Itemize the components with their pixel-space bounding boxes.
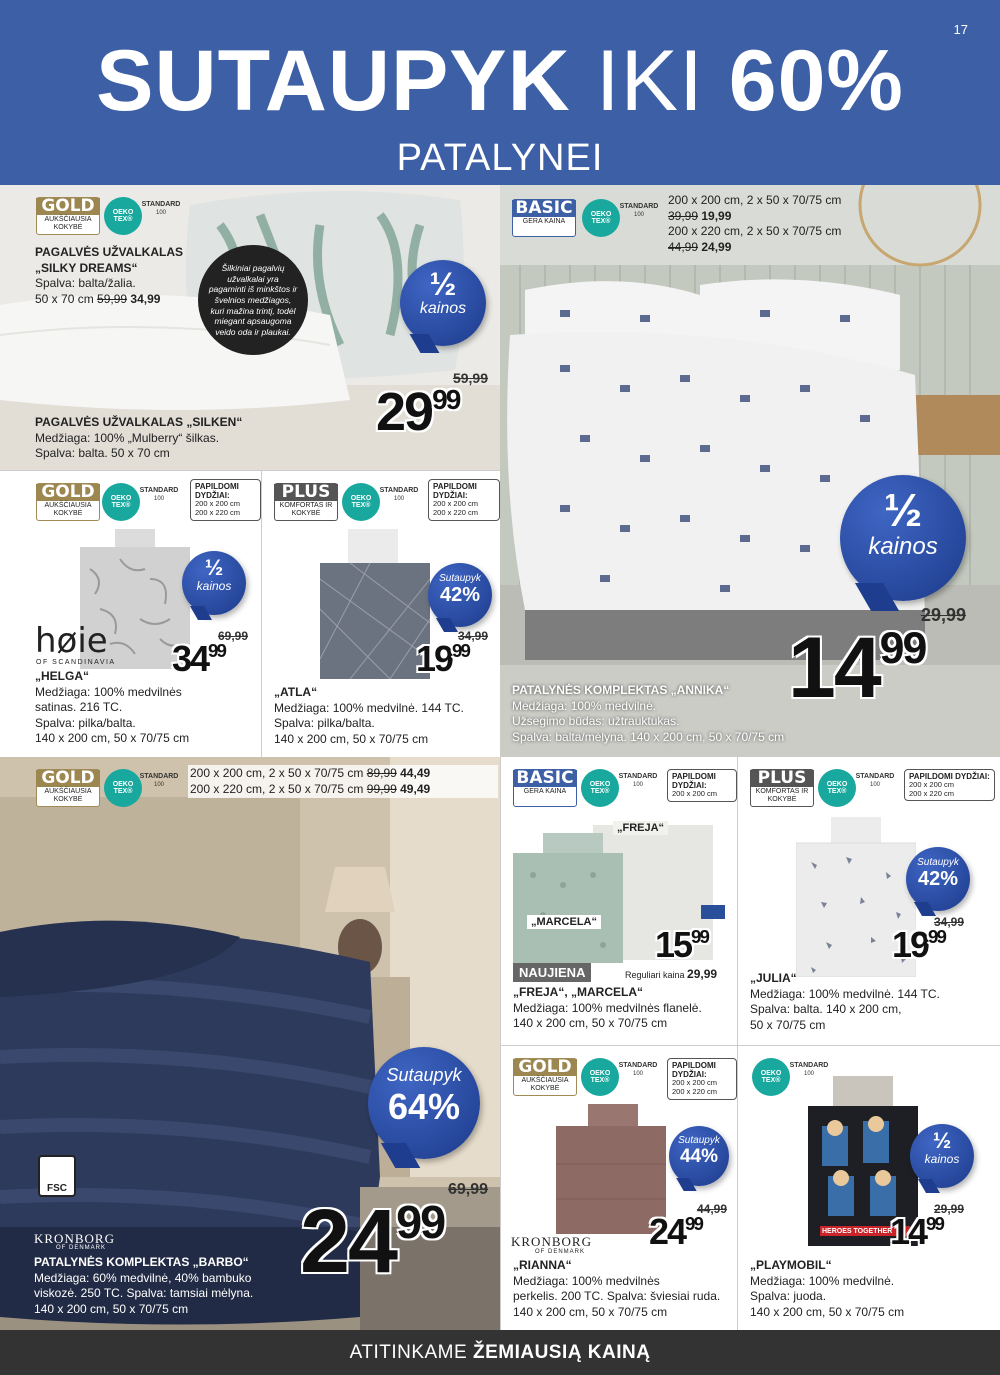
gold-label: GOLD	[513, 1059, 577, 1076]
desc-line: Spalva: balta/žalia.	[35, 276, 136, 291]
extra-sizes-box	[190, 479, 261, 521]
standard-100: 100	[393, 495, 404, 502]
save-bubble	[669, 1126, 729, 1186]
save-percent: 44%	[679, 1146, 719, 1167]
price-cents: 99	[452, 639, 469, 661]
hoie-logo: høie	[35, 621, 108, 661]
sale-price	[890, 1211, 943, 1252]
desc-line: Medžiaga: 100% medvilnė. 144 TC.	[274, 700, 464, 715]
standard-label	[128, 773, 190, 789]
gold-label: GOLD	[36, 770, 100, 787]
product-julia[interactable]	[738, 757, 1000, 1045]
extra-sizes-title: PAPILDOMI DYDŽIAI:	[672, 772, 716, 791]
price-line	[35, 292, 185, 308]
product-title	[512, 683, 832, 745]
product-title	[750, 971, 990, 1033]
kronborg-logo-sub: OF DENMARK	[56, 1245, 107, 1251]
oeko-tex-icon: OEKO TEX®	[104, 769, 142, 807]
extra-sizes-title: PAPILDOMI DYDŽIAI:	[672, 1061, 716, 1080]
oeko-tex-icon: OEKO TEX®	[582, 199, 620, 237]
size-line: 200 x 220 cm, 2 x 50 x 70/75 cm	[190, 781, 367, 796]
new-price-inline: 49,49	[396, 781, 431, 796]
price-cents: 99	[691, 925, 708, 947]
desc-line: Medžiaga: 100% medvilnės	[513, 1273, 660, 1288]
product-playmobil[interactable]	[738, 1045, 1000, 1330]
new-price-inline: 44,49	[396, 766, 431, 780]
save-label: Sutaupyk	[439, 573, 481, 584]
standard-text: STANDARD	[619, 203, 659, 210]
size-line: 200 x 200 cm, 2 x 50 x 70/75 cm	[668, 193, 842, 207]
standard-100: 100	[869, 781, 880, 788]
extra-sizes-box	[904, 769, 995, 801]
oeko-tex-icon: OEKO TEX®	[752, 1058, 790, 1096]
extra-sizes-values: 200 x 200 cm 200 x 220 cm	[909, 780, 955, 798]
price-whole: 19	[416, 638, 453, 679]
sale-price	[376, 382, 460, 442]
price-whole: 29	[376, 382, 433, 442]
price-cents: 99	[926, 1212, 943, 1234]
desc-line: Medžiaga: 60% medvilnė, 40% bambuko	[34, 1270, 252, 1285]
desc-line: satinas. 216 TC.	[35, 700, 123, 715]
footer-text-bold: ŽEMIAUSIĄ KAINĄ	[472, 1342, 651, 1363]
oeko-tex-icon: OEKO TEX®	[342, 483, 380, 521]
regular-price-value: 29,99	[687, 967, 718, 981]
kronborg-logo-sub: OF DENMARK	[535, 1249, 586, 1255]
standard-label	[608, 203, 670, 219]
gold-badge	[513, 1058, 577, 1096]
headline-b: IKI	[595, 33, 704, 129]
price-whole: 34	[172, 638, 209, 679]
desc-line: 140 x 200 cm, 50 x 70/75 cm	[274, 731, 429, 746]
product-name: „RIANNA“	[513, 1258, 572, 1272]
product-annika[interactable]	[500, 185, 1000, 757]
desc-line: 140 x 200 cm, 50 x 70/75 cm	[513, 1304, 668, 1319]
desc-line: 140 x 200 cm, 50 x 70/75 cm	[513, 1016, 668, 1031]
product-name: „ATLA“	[274, 685, 318, 699]
price-cents: 99	[208, 639, 225, 661]
price-whole: 24	[649, 1211, 686, 1252]
basic-badge	[513, 769, 577, 807]
product-title-1	[35, 245, 185, 307]
subheadline: PATALYNEI	[396, 137, 604, 179]
standard-text: STANDARD	[618, 773, 658, 780]
kronborg-logo: KRONBORG	[34, 1231, 115, 1246]
product-title-2	[35, 415, 335, 462]
oeko-tex-icon: OEKO TEX®	[581, 769, 619, 807]
kainos-label: kainos	[924, 1152, 960, 1166]
old-price: 34,99	[457, 629, 488, 643]
naujiena-badge: NAUJIENA	[513, 963, 591, 982]
product-name: PATALYNĖS KOMPLEKTAS „BARBO“	[34, 1255, 249, 1269]
standard-100: 100	[153, 495, 164, 502]
extra-sizes-values: 200 x 200 cm 200 x 220 cm	[195, 499, 241, 517]
desc-line: 140 x 200 cm, 50 x 70/75 cm	[34, 1301, 189, 1316]
size-line: 200 x 200 cm, 2 x 50 x 70/75 cm	[190, 766, 367, 780]
gold-sub: AUKŠČIAUSIA KOKYBĖ	[521, 1077, 569, 1092]
standard-100: 100	[153, 781, 164, 788]
half-price-bubble	[400, 260, 486, 346]
product-rianna[interactable]	[500, 1045, 738, 1330]
kainos-label: kainos	[868, 533, 938, 560]
headline-c: 60%	[728, 33, 904, 129]
desc-line: 50 x 70/75 cm	[750, 1017, 826, 1032]
half-price-bubble	[840, 475, 966, 601]
standard-text: STANDARD	[141, 201, 181, 208]
save-bubble	[906, 847, 970, 911]
hoie-logo-sub: OF SCANDINAVIA	[36, 659, 116, 666]
old-price-inline: 44,99	[668, 239, 699, 254]
standard-label	[844, 773, 906, 789]
basic-sub: GERA KAINA	[523, 788, 567, 795]
gold-badge	[36, 197, 100, 235]
half-price-bubble	[910, 1124, 974, 1188]
half-symbol: ½	[429, 266, 457, 302]
price-cents: 99	[685, 1212, 702, 1234]
extra-sizes-box	[667, 1058, 737, 1100]
product-title	[274, 685, 500, 747]
extra-sizes-title: PAPILDOMI DYDŽIAI:	[433, 482, 477, 501]
standard-text: STANDARD	[789, 1062, 829, 1069]
page-number: 17	[953, 22, 968, 37]
kainos-label: kainos	[419, 300, 467, 317]
oeko-tex-icon: OEKO TEX®	[104, 197, 142, 235]
product-name: PATALYNĖS KOMPLEKTAS „ANNIKA“	[512, 683, 730, 697]
product-freja-marcela[interactable]	[500, 757, 738, 1045]
desc-line: 140 x 200 cm, 50 x 70/75 cm	[750, 1304, 905, 1319]
price-cents: 99	[928, 925, 945, 947]
extra-sizes-box	[667, 769, 737, 802]
plus-badge	[274, 483, 338, 521]
gold-badge	[36, 483, 100, 521]
half-symbol: ½	[204, 555, 224, 580]
desc-line: Spalva: balta. 140 x 200 cm,	[750, 1002, 902, 1017]
standard-text: STANDARD	[139, 773, 179, 780]
playmobil-art-text: HEROES TOGETHER	[822, 1228, 893, 1235]
price-whole: 14	[788, 620, 880, 716]
standard-text: STANDARD	[855, 773, 895, 780]
product-name: „FREJA“, „MARCELA“	[513, 985, 644, 999]
new-price-inline: 34,99	[127, 291, 161, 306]
plus-label: PLUS	[750, 770, 814, 787]
footer-banner	[0, 1330, 1000, 1375]
old-price: 59,99	[452, 370, 488, 386]
new-price-inline: 24,99	[698, 239, 732, 254]
basic-label: BASIC	[512, 200, 576, 217]
desc-line: Medžiaga: 100% medvilnė.	[750, 1273, 895, 1288]
gold-badge	[36, 769, 100, 807]
marcela-label: „MARCELA“	[527, 915, 601, 929]
basic-label: BASIC	[513, 770, 577, 787]
save-percent: 42%	[439, 584, 481, 606]
desc-line: Spalva: balta. 50 x 70 cm	[35, 446, 170, 461]
product-title	[750, 1258, 990, 1320]
size-text: 50 x 70 cm	[35, 291, 98, 306]
price-whole: 24	[300, 1192, 397, 1292]
plus-label: PLUS	[274, 484, 338, 501]
product-helga[interactable]	[0, 470, 262, 757]
product-name: PAGALVĖS UŽVALKALAS „SILKY DREAMS“	[35, 245, 184, 275]
headline	[0, 33, 1000, 129]
gold-sub: AUKŠČIAUSIA KOKYBĖ	[44, 788, 92, 803]
sale-price	[649, 1211, 702, 1252]
desc-line: Medžiaga: 100% medvilnė. 144 TC.	[750, 986, 940, 1001]
plus-sub: KOMFORTAS IR KOKYBĖ	[755, 788, 809, 803]
desc-line: viskozė. 250 TC. Spalva: tamsiai mėlyna.	[34, 1286, 254, 1301]
oeko-tex-icon: OEKO TEX®	[818, 769, 856, 807]
old-price-inline: 99,99	[366, 781, 397, 796]
atla-duvet-image	[320, 529, 430, 679]
standard-100: 100	[632, 1070, 643, 1077]
price-whole: 14	[890, 1211, 927, 1252]
desc-line: Užsegimo būdas: užtrauktukas.	[512, 714, 680, 729]
extra-sizes-title: PAPILDOMI DYDŽIAI:	[195, 482, 239, 501]
fsc-icon: FSC	[38, 1155, 76, 1197]
new-price-inline: 19,99	[698, 208, 732, 223]
old-price-inline: 59,99	[97, 291, 128, 306]
standard-label	[368, 487, 430, 503]
price-whole: 15	[655, 924, 692, 965]
header-banner	[0, 0, 1000, 185]
product-title	[513, 1258, 738, 1320]
gold-label: GOLD	[36, 198, 100, 215]
gold-label: GOLD	[36, 484, 100, 501]
plus-badge	[750, 769, 814, 807]
standard-text: STANDARD	[379, 487, 419, 494]
desc-line: Medžiaga: 100% „Mulberry“ šilkas.	[35, 430, 220, 445]
old-price: 44,99	[696, 1202, 727, 1216]
desc-line: Spalva: juoda.	[750, 1289, 827, 1304]
regular-price-label: Reguliari kaina	[625, 970, 688, 980]
info-speech-bubble: Šilkiniai pagalvių užvalkalai yra pagaminti iš minkštos ir švelnios medžiagos, kuri mažina trintį, todėl miegant apsaugoma veido oda ir plaukai.	[198, 245, 308, 355]
standard-label	[128, 487, 190, 503]
old-price-inline: 39,99	[668, 208, 699, 223]
desc-line: Medžiaga: 100% medvilnės	[35, 684, 182, 699]
half-symbol: ½	[883, 484, 923, 536]
extra-sizes-title: PAPILDOMI DYDŽIAI:	[909, 772, 990, 781]
basic-sub: GERA KAINA	[522, 218, 566, 225]
product-title	[34, 1255, 334, 1317]
desc-line: Spalva: balta/mėlyna. 140 x 200 cm, 50 x 70/75 cm	[512, 729, 785, 744]
product-name: „JULIA“	[750, 971, 797, 985]
headline-a: SUTAUPYK	[96, 33, 571, 129]
standard-100: 100	[632, 781, 643, 788]
price-cents: 99	[879, 623, 926, 673]
gold-sub: AUKŠČIAUSIA KOKYBĖ	[44, 216, 92, 231]
product-title	[513, 985, 738, 1032]
product-name: „HELGA“	[35, 669, 89, 683]
standard-text: STANDARD	[139, 487, 179, 494]
size-prices	[668, 193, 868, 255]
standard-100: 100	[155, 209, 166, 216]
kainos-label: kainos	[196, 579, 232, 593]
desc-line: Spalva: pilka/balta.	[274, 716, 375, 731]
price-whole: 19	[892, 924, 929, 965]
half-price-bubble	[182, 551, 246, 615]
product-barbo[interactable]	[0, 757, 500, 1330]
oeko-tex-icon: OEKO TEX®	[581, 1058, 619, 1096]
old-price: 34,99	[933, 915, 964, 929]
save-bubble	[428, 563, 492, 627]
sale-price	[655, 924, 708, 965]
product-name: „PLAYMOBIL“	[750, 1258, 832, 1272]
size-prices	[188, 765, 498, 798]
old-price: 69,99	[447, 1181, 488, 1198]
price-cents: 99	[432, 384, 460, 416]
standard-label	[130, 201, 192, 217]
desc-line: Medžiaga: 100% medvilnės flanelė.	[513, 1000, 702, 1015]
product-silky-dreams[interactable]	[0, 185, 500, 470]
old-price: 29,99	[933, 1202, 964, 1216]
sale-price	[416, 638, 469, 679]
size-line: 200 x 220 cm, 2 x 50 x 70/75 cm	[668, 224, 842, 239]
save-label: Sutaupyk	[917, 857, 959, 868]
oeko-tex-icon: OEKO TEX®	[102, 483, 140, 521]
extra-sizes-values: 200 x 200 cm	[672, 789, 718, 799]
standard-100: 100	[803, 1070, 814, 1077]
freja-label: „FREJA“	[613, 821, 668, 835]
product-title	[35, 669, 255, 747]
save-percent: 64%	[387, 1086, 461, 1127]
old-price: 69,99	[217, 629, 248, 643]
desc-line: Spalva: pilka/balta.	[35, 715, 136, 730]
old-price-inline: 89,99	[366, 766, 397, 780]
extra-sizes-values: 200 x 200 cm 200 x 220 cm	[433, 499, 479, 517]
old-price: 29,99	[920, 605, 966, 625]
product-name-2: PAGALVĖS UŽVALKALAS „SILKEN“	[35, 415, 243, 429]
save-bubble	[368, 1047, 480, 1159]
plus-sub: KOMFORTAS IR KOKYBĖ	[279, 502, 333, 517]
extra-sizes-box	[428, 479, 500, 521]
desc-line: Medžiaga: 100% medvilnė.	[512, 698, 657, 713]
save-label: Sutaupyk	[678, 1135, 720, 1146]
standard-label	[607, 773, 669, 789]
standard-text: STANDARD	[618, 1062, 658, 1069]
half-symbol: ½	[932, 1128, 952, 1153]
product-atla[interactable]	[262, 470, 500, 757]
standard-label	[607, 1062, 669, 1078]
desc-line: 140 x 200 cm, 50 x 70/75 cm	[35, 731, 190, 746]
price-cents: 99	[396, 1195, 445, 1248]
desc-line: perkelis. 200 TC. Spalva: šviesiai ruda.	[513, 1289, 721, 1304]
basic-badge	[512, 199, 576, 237]
save-percent: 42%	[917, 868, 959, 890]
save-label: Sutaupyk	[386, 1065, 462, 1085]
standard-100: 100	[633, 211, 644, 218]
gold-sub: AUKŠČIAUSIA KOKYBĖ	[44, 502, 92, 517]
sale-price	[892, 924, 945, 965]
extra-sizes-values: 200 x 200 cm 200 x 220 cm	[672, 1078, 718, 1096]
regular-price	[625, 967, 717, 981]
kronborg-logo: KRONBORG	[511, 1234, 592, 1249]
footer-text: ATITINKAME	[349, 1342, 473, 1363]
